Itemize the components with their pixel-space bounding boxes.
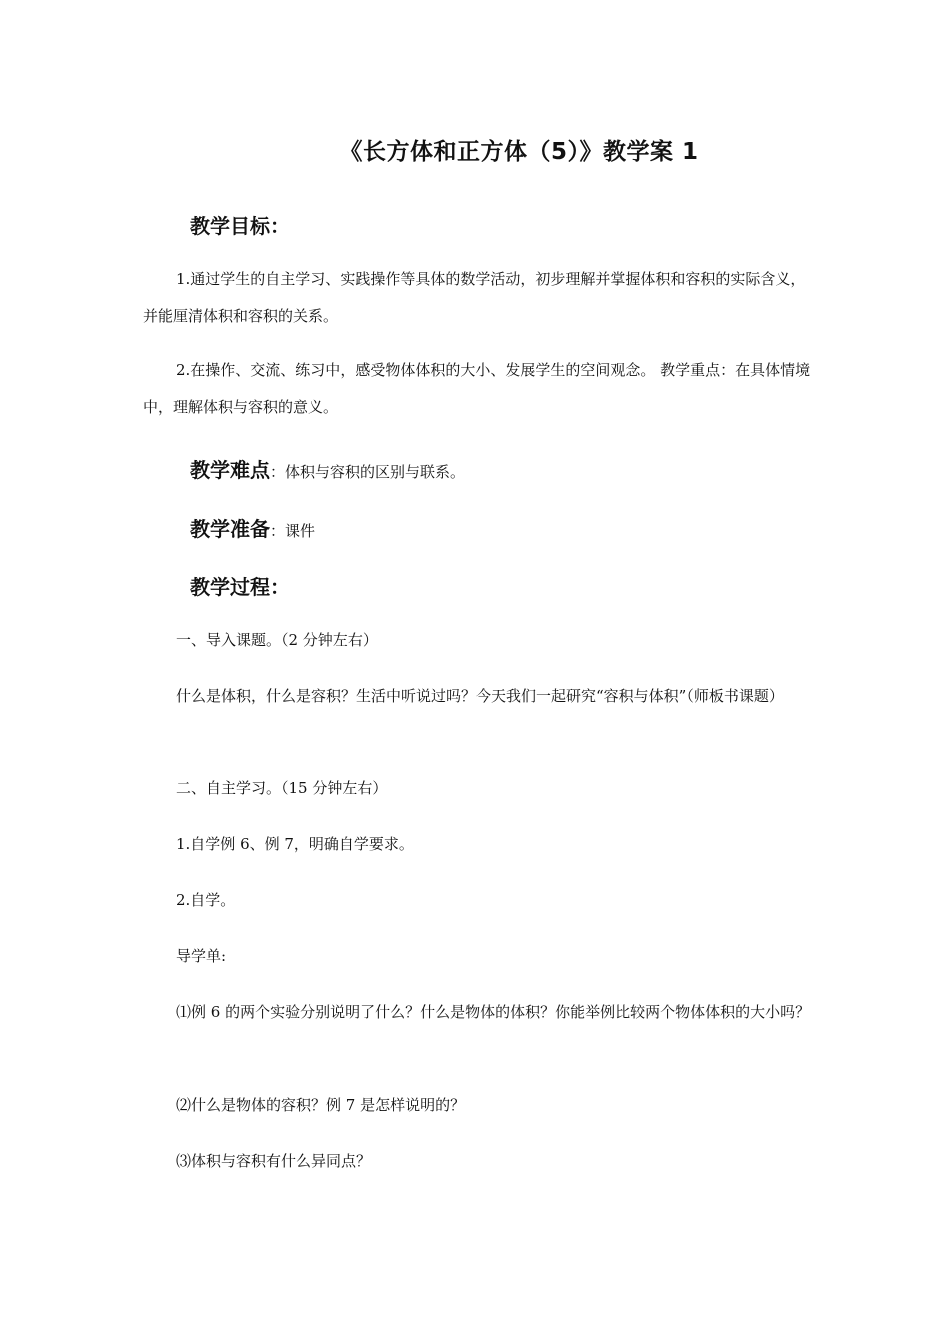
step-2-item-2: 2.自学。 bbox=[176, 891, 236, 909]
step-2-heading: 二、自主学习。（15 分钟左右） bbox=[176, 779, 388, 797]
difficulty-heading: 教学难点 bbox=[190, 458, 270, 482]
process-heading: 教学过程： bbox=[190, 575, 290, 599]
preparation-text: ：课件 bbox=[270, 522, 316, 540]
difficulty-text: ：体积与容积的区别与联系。 bbox=[270, 463, 466, 481]
question-2: ⑵什么是物体的容积？例 7 是怎样说明的？ bbox=[176, 1096, 466, 1114]
objective-2: 2.在操作、交流、练习中，感受物体体积的大小、发展学生的空间观念。 教学重点：在具体情境中，理解体积与容积的意义。 bbox=[143, 361, 811, 416]
guide-label: 导学单: bbox=[176, 947, 227, 965]
preparation-section bbox=[190, 513, 315, 542]
step-1-text: 什么是体积，什么是容积？生活中听说过吗？今天我们一起研究“容积与体积”（师板书课题） bbox=[176, 687, 784, 705]
step-2-item-1: 1.自学例 6、例 7，明确自学要求。 bbox=[176, 835, 414, 853]
preparation-heading: 教学准备 bbox=[190, 517, 270, 541]
step-1-heading: 一、导入课题。（2 分钟左右） bbox=[176, 631, 378, 649]
objectives-heading: 教学目标： bbox=[190, 214, 290, 238]
question-3: ⑶体积与容积有什么异同点？ bbox=[176, 1152, 372, 1170]
difficulty-section bbox=[190, 454, 465, 483]
objective-1: 1.通过学生的自主学习、实践操作等具体的数学活动，初步理解并掌握体积和容积的实际含义，并能厘清体积和容积的关系。 bbox=[143, 270, 806, 325]
question-1: ⑴例 6 的两个实验分别说明了什么？什么是物体的体积？你能举例比较两个物体体积的大小吗？ bbox=[176, 1003, 811, 1021]
document-title: 《长方体和正方体（5）》教学案 1 bbox=[339, 139, 699, 165]
